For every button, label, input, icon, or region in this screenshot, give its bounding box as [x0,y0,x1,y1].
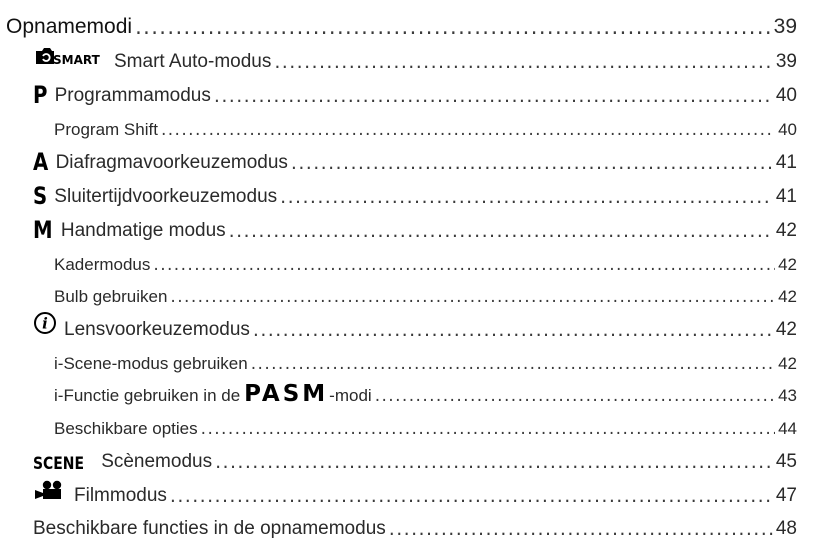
toc-page-number: 48 [775,518,797,539]
toc-entry-label: Lensvoorkeuzemodus [64,319,250,340]
toc-page-number: 41 [775,152,797,173]
toc-page-number: 40 [778,120,797,139]
toc-entry[interactable] [0,376,829,406]
toc-entry[interactable] [0,245,829,275]
dot-leader [251,354,775,374]
dot-leader [153,255,775,275]
toc-page-number: 44 [778,419,797,438]
dot-leader [161,120,775,140]
toc-entry[interactable] [0,212,829,242]
dot-leader [135,15,771,39]
toc-entry-label: Smart Auto-modus [114,51,272,72]
toc-page-number: 42 [778,354,797,373]
toc-entry[interactable] [0,510,829,540]
dot-leader [215,451,773,473]
toc-entry-label: Scènemodus [101,451,213,472]
toc-entry[interactable] [0,277,829,307]
mode-glyph-p: P [33,81,48,109]
movie-camera-icon [33,479,67,507]
dot-leader [389,518,773,540]
scene-mode-glyph: SCENE [33,454,84,474]
toc-entry-label: Filmmodus [74,485,167,506]
toc-entry[interactable] [0,77,829,107]
dot-leader [214,85,773,107]
toc-entry[interactable] [0,477,829,507]
toc-entry[interactable] [0,144,829,174]
toc-page-number: 39 [775,51,797,72]
toc-entry[interactable] [0,344,829,374]
toc-page-number: 42 [775,319,797,340]
toc-page-number: 41 [775,186,797,207]
toc-entry-label: Program Shift [54,120,158,139]
toc-entry-label: Diafragmavoorkeuzemodus [55,152,288,173]
dot-leader [253,319,773,341]
mode-glyph-m: M [33,216,53,244]
toc-page-number: 42 [778,287,797,306]
toc-entry-label-suffix: -modi [329,386,372,405]
toc-entry-label: Handmatige modus [60,220,226,241]
toc-entry[interactable] [0,311,829,341]
toc-entry[interactable] [0,43,829,73]
toc-entry-label: Beschikbare functies in de opnamemodus [33,518,386,539]
toc-entry-label: Sluitertijdvoorkeuzemodus [54,186,278,207]
lens-priority-i-icon [33,311,57,341]
dot-leader [291,152,773,174]
svg-text:SMART: SMART [53,53,100,67]
dot-leader [170,485,773,507]
toc-entry-label: i-Scene-modus gebruiken [54,354,248,373]
dot-leader [375,386,775,406]
toc-entry-label: Bulb gebruiken [54,287,168,306]
pasm-mode-glyph: PASM [244,381,329,407]
dot-leader [229,220,773,242]
dot-leader [201,419,775,439]
toc-entry-label: Opnamemodi [6,15,133,38]
toc-page-number: 40 [775,85,797,106]
toc-entry-label: i-Functie gebruiken in de [54,386,241,405]
dot-leader [274,51,773,73]
mode-glyph-a: A [33,148,49,176]
mode-glyph-s: S [33,182,48,210]
toc-page-number: 39 [773,15,797,38]
toc-page-number: 45 [775,451,797,472]
toc-entry-label: Programmamodus [54,85,211,106]
toc-entry-label: Kadermodus [54,255,151,274]
toc-entry[interactable] [0,178,829,208]
toc-entry[interactable] [0,443,829,473]
smart-auto-camera-icon [33,45,107,73]
toc-page-number: 42 [778,255,797,274]
toc-entry[interactable] [0,409,829,439]
dot-leader [170,287,775,307]
svg-text:i: i [42,314,48,333]
toc-entry[interactable] [0,9,829,39]
toc-page-number: 47 [775,485,797,506]
toc-entry-label: Beschikbare opties [54,419,198,438]
toc-page-number: 43 [778,386,797,405]
toc-page-number: 42 [775,220,797,241]
toc-entry[interactable] [0,110,829,140]
dot-leader [280,186,773,208]
